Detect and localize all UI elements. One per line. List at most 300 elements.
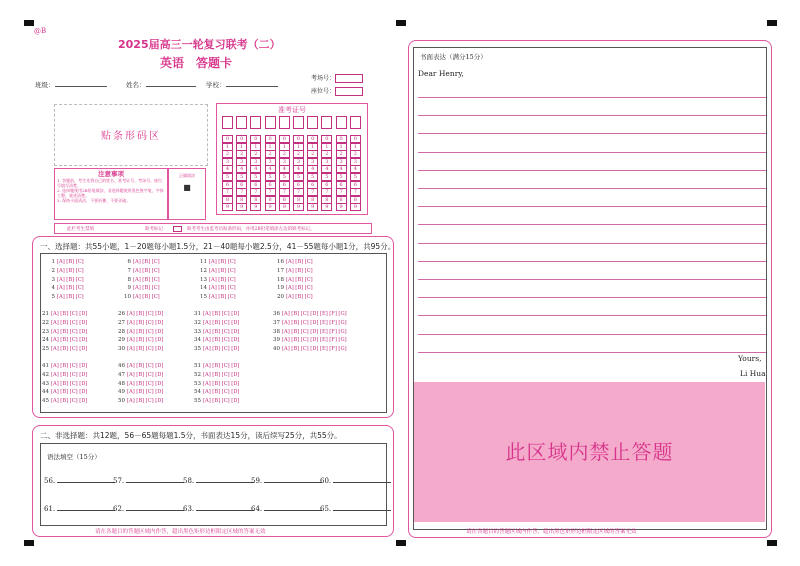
ticket-digit-bubble[interactable]: 6 bbox=[321, 181, 332, 189]
choice-bubble[interactable]: [D] bbox=[231, 398, 240, 405]
choice-bubble[interactable]: [B] bbox=[291, 337, 300, 344]
ticket-digit-bubble[interactable]: 3 bbox=[307, 158, 318, 166]
choice-bubble[interactable]: [C] bbox=[221, 371, 230, 378]
ticket-digit-bubble[interactable]: 1 bbox=[336, 143, 347, 151]
ticket-digit-bubble[interactable]: 5 bbox=[350, 173, 361, 181]
choice-bubble[interactable]: [G] bbox=[338, 328, 347, 335]
ticket-digit-bubble[interactable]: 7 bbox=[250, 188, 261, 196]
choice-bubble[interactable]: [B] bbox=[212, 337, 221, 344]
ticket-digit-box[interactable] bbox=[307, 116, 318, 129]
choice-bubble[interactable]: [B] bbox=[212, 328, 221, 335]
ticket-digit-bubble[interactable]: 0 bbox=[222, 135, 233, 143]
choice-bubble[interactable]: [B] bbox=[136, 380, 145, 387]
choice-bubble[interactable]: [A] bbox=[51, 311, 59, 317]
choice-bubble[interactable]: [A] bbox=[282, 346, 290, 353]
choice-bubble[interactable]: [D] bbox=[79, 363, 88, 369]
ticket-digit-bubble[interactable]: 9 bbox=[350, 203, 361, 211]
choice-bubble[interactable]: [C] bbox=[221, 380, 230, 387]
choice-bubble[interactable]: [C] bbox=[221, 319, 230, 326]
choice-bubble[interactable]: [C] bbox=[75, 294, 84, 301]
choice-bubble[interactable]: [D] bbox=[79, 311, 88, 317]
ticket-digit-bubble[interactable]: 7 bbox=[321, 188, 332, 196]
school-field[interactable]: 学校： bbox=[206, 80, 278, 89]
choice-bubble[interactable]: [C] bbox=[75, 276, 84, 283]
choice-bubble[interactable]: [C] bbox=[69, 346, 78, 353]
choice-bubble[interactable]: [A] bbox=[203, 328, 211, 335]
choice-bubble[interactable]: [B] bbox=[60, 398, 69, 405]
ticket-digit-box[interactable] bbox=[279, 116, 290, 129]
choice-bubble[interactable]: [A] bbox=[133, 267, 141, 274]
choice-bubble[interactable]: [C] bbox=[145, 328, 154, 335]
choice-bubble[interactable]: [A] bbox=[282, 311, 290, 317]
choice-bubble[interactable]: [D] bbox=[310, 346, 319, 353]
choice-bubble[interactable]: [B] bbox=[66, 285, 75, 292]
room-field[interactable]: 考场号： bbox=[311, 73, 363, 83]
ticket-digit-bubble[interactable]: 2 bbox=[307, 150, 318, 158]
choice-bubble[interactable]: [A] bbox=[51, 398, 59, 405]
choice-bubble[interactable]: [C] bbox=[145, 337, 154, 344]
choice-bubble[interactable]: [B] bbox=[212, 311, 221, 317]
choice-bubble[interactable]: [B] bbox=[291, 328, 300, 335]
choice-bubble[interactable]: [B] bbox=[291, 311, 300, 317]
choice-bubble[interactable]: [A] bbox=[57, 259, 65, 265]
choice-bubble[interactable]: [A] bbox=[286, 294, 294, 301]
choice-bubble[interactable]: [D] bbox=[79, 319, 88, 326]
blank-line[interactable] bbox=[196, 476, 254, 483]
choice-bubble[interactable]: [B] bbox=[136, 398, 145, 405]
ticket-digit-box[interactable] bbox=[321, 116, 332, 129]
choice-bubble[interactable]: [E] bbox=[319, 319, 328, 326]
choice-bubble[interactable]: [A] bbox=[127, 328, 135, 335]
blank-line[interactable] bbox=[57, 504, 115, 511]
ticket-digit-bubble[interactable]: 5 bbox=[222, 173, 233, 181]
ticket-digit-bubble[interactable]: 9 bbox=[321, 203, 332, 211]
ticket-digit-bubble[interactable]: 2 bbox=[279, 150, 290, 158]
ticket-digit-bubble[interactable]: 6 bbox=[279, 181, 290, 189]
choice-bubble[interactable]: [A] bbox=[203, 363, 211, 369]
choice-bubble[interactable]: [D] bbox=[155, 380, 164, 387]
ticket-digit-bubble[interactable]: 6 bbox=[250, 181, 261, 189]
ticket-digit-bubble[interactable]: 7 bbox=[265, 188, 276, 196]
choice-bubble[interactable]: [C] bbox=[300, 328, 309, 335]
choice-bubble[interactable]: [D] bbox=[155, 311, 164, 317]
ticket-digit-bubble[interactable]: 3 bbox=[265, 158, 276, 166]
choice-bubble[interactable]: [D] bbox=[79, 398, 88, 405]
choice-bubble[interactable]: [F] bbox=[329, 337, 337, 344]
name-field[interactable]: 姓名： bbox=[126, 80, 196, 89]
choice-bubble[interactable]: [C] bbox=[227, 276, 236, 283]
choice-bubble[interactable]: [C] bbox=[145, 389, 154, 396]
ticket-digit-bubble[interactable]: 3 bbox=[321, 158, 332, 166]
choice-bubble[interactable]: [B] bbox=[295, 267, 304, 274]
ticket-digit-bubble[interactable]: 3 bbox=[350, 158, 361, 166]
choice-bubble[interactable]: [A] bbox=[51, 380, 59, 387]
choice-bubble[interactable]: [D] bbox=[79, 371, 88, 378]
choice-bubble[interactable]: [B] bbox=[60, 346, 69, 353]
choice-bubble[interactable]: [A] bbox=[127, 337, 135, 344]
ticket-digit-bubble[interactable]: 4 bbox=[293, 165, 304, 173]
choice-bubble[interactable]: [A] bbox=[203, 371, 211, 378]
choice-bubble[interactable]: [B] bbox=[295, 294, 304, 301]
choice-bubble[interactable]: [A] bbox=[282, 328, 290, 335]
choice-bubble[interactable]: [A] bbox=[133, 294, 141, 301]
choice-bubble[interactable]: [A] bbox=[209, 294, 217, 301]
choice-bubble[interactable]: [E] bbox=[319, 328, 328, 335]
choice-bubble[interactable]: [A] bbox=[51, 328, 59, 335]
choice-bubble[interactable]: [D] bbox=[310, 328, 319, 335]
choice-bubble[interactable]: [D] bbox=[310, 311, 319, 317]
choice-bubble[interactable]: [B] bbox=[136, 328, 145, 335]
choice-bubble[interactable]: [C] bbox=[300, 311, 309, 317]
choice-bubble[interactable]: [A] bbox=[127, 346, 135, 353]
choice-bubble[interactable]: [D] bbox=[231, 311, 240, 317]
choice-bubble[interactable]: [A] bbox=[203, 337, 211, 344]
choice-bubble[interactable]: [B] bbox=[136, 346, 145, 353]
grammar-blank[interactable] bbox=[183, 476, 254, 485]
choice-bubble[interactable]: [C] bbox=[69, 389, 78, 396]
choice-bubble[interactable]: [A] bbox=[127, 380, 135, 387]
ticket-digit-bubble[interactable]: 1 bbox=[293, 143, 304, 151]
ticket-digit-bubble[interactable]: 7 bbox=[336, 188, 347, 196]
ticket-digit-bubble[interactable]: 0 bbox=[336, 135, 347, 143]
grammar-blank[interactable] bbox=[113, 504, 184, 513]
choice-bubble[interactable]: [A] bbox=[282, 319, 290, 326]
choice-bubble[interactable]: [C] bbox=[151, 276, 160, 283]
choice-bubble[interactable]: [G] bbox=[338, 337, 347, 344]
ticket-digit-box[interactable] bbox=[350, 116, 361, 129]
ticket-digit-bubble[interactable]: 9 bbox=[336, 203, 347, 211]
choice-bubble[interactable]: [D] bbox=[155, 337, 164, 344]
ticket-digit-bubble[interactable]: 5 bbox=[265, 173, 276, 181]
choice-bubble[interactable]: [A] bbox=[51, 371, 59, 378]
choice-bubble[interactable]: [C] bbox=[221, 337, 230, 344]
choice-bubble[interactable]: [D] bbox=[155, 371, 164, 378]
choice-bubble[interactable]: [B] bbox=[212, 380, 221, 387]
ticket-digit-bubble[interactable]: 5 bbox=[279, 173, 290, 181]
choice-bubble[interactable]: [A] bbox=[133, 285, 141, 292]
choice-bubble[interactable]: [B] bbox=[212, 398, 221, 405]
choice-bubble[interactable]: [G] bbox=[338, 311, 347, 317]
choice-bubble[interactable]: [C] bbox=[300, 337, 309, 344]
choice-bubble[interactable]: [B] bbox=[218, 276, 227, 283]
ticket-digit-bubble[interactable]: 9 bbox=[293, 203, 304, 211]
choice-bubble[interactable]: [B] bbox=[60, 337, 69, 344]
ticket-digit-bubble[interactable]: 2 bbox=[222, 150, 233, 158]
choice-bubble[interactable]: [C] bbox=[304, 276, 313, 283]
blank-line[interactable] bbox=[264, 504, 322, 511]
choice-bubble[interactable]: [B] bbox=[291, 346, 300, 353]
choice-bubble[interactable]: [C] bbox=[145, 311, 154, 317]
choice-bubble[interactable]: [C] bbox=[304, 259, 313, 265]
ticket-digit-bubble[interactable]: 1 bbox=[236, 143, 247, 151]
choice-bubble[interactable]: [C] bbox=[75, 285, 84, 292]
ticket-digit-bubble[interactable]: 4 bbox=[222, 165, 233, 173]
choice-bubble[interactable]: [E] bbox=[319, 346, 328, 353]
choice-bubble[interactable]: [C] bbox=[304, 294, 313, 301]
choice-bubble[interactable]: [B] bbox=[142, 294, 151, 301]
choice-bubble[interactable]: [A] bbox=[51, 346, 59, 353]
grammar-blank[interactable] bbox=[251, 476, 322, 485]
ticket-digit-bubble[interactable]: 2 bbox=[265, 150, 276, 158]
ticket-digit-bubble[interactable]: 9 bbox=[307, 203, 318, 211]
choice-bubble[interactable]: [C] bbox=[300, 346, 309, 353]
choice-bubble[interactable]: [C] bbox=[300, 319, 309, 326]
grammar-blank[interactable] bbox=[113, 476, 184, 485]
ticket-digit-bubble[interactable]: 5 bbox=[293, 173, 304, 181]
choice-bubble[interactable]: [C] bbox=[69, 398, 78, 405]
ticket-digit-bubble[interactable]: 6 bbox=[336, 181, 347, 189]
choice-bubble[interactable]: [A] bbox=[57, 294, 65, 301]
choice-bubble[interactable]: [C] bbox=[69, 363, 78, 369]
choice-bubble[interactable]: [A] bbox=[203, 311, 211, 317]
ticket-digit-bubble[interactable]: 4 bbox=[250, 165, 261, 173]
choice-bubble[interactable]: [A] bbox=[51, 319, 59, 326]
ticket-digit-bubble[interactable]: 6 bbox=[236, 181, 247, 189]
choice-bubble[interactable]: [B] bbox=[60, 363, 69, 369]
class-field[interactable]: 班级： bbox=[35, 80, 107, 89]
ticket-digit-bubble[interactable]: 3 bbox=[250, 158, 261, 166]
choice-bubble[interactable]: [D] bbox=[155, 398, 164, 405]
ticket-digit-bubble[interactable]: 6 bbox=[222, 181, 233, 189]
ticket-digit-bubble[interactable]: 2 bbox=[350, 150, 361, 158]
grammar-blank[interactable] bbox=[320, 476, 391, 485]
choice-bubble[interactable]: [C] bbox=[151, 294, 160, 301]
choice-bubble[interactable]: [G] bbox=[338, 346, 347, 353]
ticket-digit-bubble[interactable]: 6 bbox=[350, 181, 361, 189]
choice-bubble[interactable]: [C] bbox=[69, 319, 78, 326]
choice-bubble[interactable]: [A] bbox=[286, 285, 294, 292]
choice-bubble[interactable]: [D] bbox=[155, 346, 164, 353]
choice-bubble[interactable]: [D] bbox=[231, 337, 240, 344]
choice-bubble[interactable]: [C] bbox=[145, 346, 154, 353]
choice-bubble[interactable]: [B] bbox=[66, 259, 75, 265]
choice-bubble[interactable]: [C] bbox=[69, 337, 78, 344]
choice-bubble[interactable]: [C] bbox=[151, 285, 160, 292]
ticket-digit-bubble[interactable]: 7 bbox=[222, 188, 233, 196]
ticket-digit-bubble[interactable]: 7 bbox=[279, 188, 290, 196]
ticket-digit-bubble[interactable]: 8 bbox=[336, 196, 347, 204]
choice-bubble[interactable]: [F] bbox=[329, 328, 337, 335]
choice-bubble[interactable]: [B] bbox=[218, 285, 227, 292]
choice-bubble[interactable]: [D] bbox=[310, 337, 319, 344]
choice-bubble[interactable]: [C] bbox=[221, 398, 230, 405]
ticket-digit-bubble[interactable]: 0 bbox=[350, 135, 361, 143]
ticket-digit-box[interactable] bbox=[222, 116, 233, 129]
ticket-digit-bubble[interactable]: 1 bbox=[279, 143, 290, 151]
choice-bubble[interactable]: [D] bbox=[231, 371, 240, 378]
choice-bubble[interactable]: [A] bbox=[209, 276, 217, 283]
choice-bubble[interactable]: [A] bbox=[286, 259, 294, 265]
choice-bubble[interactable]: [B] bbox=[60, 319, 69, 326]
ticket-digit-bubble[interactable]: 0 bbox=[265, 135, 276, 143]
choice-bubble[interactable]: [D] bbox=[79, 380, 88, 387]
choice-bubble[interactable]: [B] bbox=[295, 259, 304, 265]
ticket-digit-bubble[interactable]: 8 bbox=[265, 196, 276, 204]
ticket-digit-box[interactable] bbox=[250, 116, 261, 129]
choice-bubble[interactable]: [D] bbox=[79, 328, 88, 335]
grammar-blank[interactable] bbox=[320, 504, 391, 513]
ticket-digit-bubble[interactable]: 4 bbox=[350, 165, 361, 173]
choice-bubble[interactable]: [B] bbox=[295, 285, 304, 292]
choice-bubble[interactable]: [D] bbox=[231, 380, 240, 387]
choice-bubble[interactable]: [B] bbox=[218, 294, 227, 301]
choice-bubble[interactable]: [A] bbox=[203, 389, 211, 396]
choice-bubble[interactable]: [A] bbox=[57, 267, 65, 274]
choice-bubble[interactable]: [A] bbox=[282, 337, 290, 344]
choice-bubble[interactable]: [D] bbox=[310, 319, 319, 326]
choice-bubble[interactable]: [A] bbox=[51, 363, 59, 369]
choice-bubble[interactable]: [C] bbox=[304, 267, 313, 274]
ticket-digit-bubble[interactable]: 7 bbox=[236, 188, 247, 196]
choice-bubble[interactable]: [A] bbox=[203, 380, 211, 387]
ticket-digit-bubble[interactable]: 9 bbox=[236, 203, 247, 211]
ticket-digit-bubble[interactable]: 1 bbox=[265, 143, 276, 151]
choice-bubble[interactable]: [B] bbox=[136, 371, 145, 378]
choice-bubble[interactable]: [C] bbox=[145, 398, 154, 405]
choice-bubble[interactable]: [D] bbox=[155, 389, 164, 396]
ticket-digit-bubble[interactable]: 4 bbox=[236, 165, 247, 173]
choice-bubble[interactable]: [B] bbox=[142, 259, 151, 265]
choice-bubble[interactable]: [C] bbox=[221, 389, 230, 396]
choice-bubble[interactable]: [C] bbox=[304, 285, 313, 292]
choice-bubble[interactable]: [C] bbox=[221, 346, 230, 353]
ticket-digit-bubble[interactable]: 3 bbox=[279, 158, 290, 166]
choice-bubble[interactable]: [B] bbox=[212, 389, 221, 396]
ticket-digit-bubble[interactable]: 4 bbox=[307, 165, 318, 173]
choice-bubble[interactable]: [B] bbox=[142, 276, 151, 283]
choice-bubble[interactable]: [C] bbox=[69, 371, 78, 378]
choice-bubble[interactable]: [C] bbox=[145, 319, 154, 326]
choice-bubble[interactable]: [A] bbox=[133, 276, 141, 283]
choice-bubble[interactable]: [C] bbox=[221, 328, 230, 335]
choice-bubble[interactable]: [A] bbox=[127, 398, 135, 405]
choice-bubble[interactable]: [D] bbox=[155, 328, 164, 335]
choice-bubble[interactable]: [B] bbox=[60, 389, 69, 396]
choice-bubble[interactable]: [B] bbox=[218, 267, 227, 274]
ticket-digit-bubble[interactable]: 5 bbox=[336, 173, 347, 181]
ticket-digit-bubble[interactable]: 2 bbox=[293, 150, 304, 158]
choice-bubble[interactable]: [B] bbox=[60, 328, 69, 335]
ticket-digit-bubble[interactable]: 8 bbox=[350, 196, 361, 204]
ticket-digit-bubble[interactable]: 2 bbox=[321, 150, 332, 158]
choice-bubble[interactable]: [C] bbox=[75, 267, 84, 274]
ticket-digit-bubble[interactable]: 9 bbox=[279, 203, 290, 211]
ticket-digit-bubble[interactable]: 5 bbox=[307, 173, 318, 181]
ticket-digit-bubble[interactable]: 5 bbox=[236, 173, 247, 181]
ticket-digit-bubble[interactable]: 0 bbox=[307, 135, 318, 143]
ticket-digit-bubble[interactable]: 2 bbox=[250, 150, 261, 158]
ticket-digit-bubble[interactable]: 4 bbox=[336, 165, 347, 173]
ticket-digit-bubble[interactable]: 1 bbox=[250, 143, 261, 151]
ticket-digit-bubble[interactable]: 8 bbox=[279, 196, 290, 204]
ticket-digit-bubble[interactable]: 8 bbox=[222, 196, 233, 204]
choice-bubble[interactable]: [A] bbox=[57, 285, 65, 292]
choice-bubble[interactable]: [D] bbox=[231, 389, 240, 396]
grammar-blank[interactable] bbox=[183, 504, 254, 513]
choice-bubble[interactable]: [D] bbox=[79, 346, 88, 353]
blank-line[interactable] bbox=[264, 476, 322, 483]
choice-bubble[interactable]: [B] bbox=[60, 371, 69, 378]
ticket-digit-bubble[interactable]: 1 bbox=[222, 143, 233, 151]
choice-bubble[interactable]: [B] bbox=[136, 363, 145, 369]
choice-bubble[interactable]: [A] bbox=[209, 267, 217, 274]
choice-bubble[interactable]: [B] bbox=[212, 319, 221, 326]
choice-bubble[interactable]: [B] bbox=[142, 285, 151, 292]
ticket-digit-bubble[interactable]: 1 bbox=[307, 143, 318, 151]
choice-bubble[interactable]: [B] bbox=[218, 259, 227, 265]
choice-bubble[interactable]: [A] bbox=[286, 276, 294, 283]
choice-bubble[interactable]: [A] bbox=[127, 319, 135, 326]
choice-bubble[interactable]: [B] bbox=[60, 311, 69, 317]
choice-bubble[interactable]: [B] bbox=[142, 267, 151, 274]
ticket-digit-bubble[interactable]: 5 bbox=[250, 173, 261, 181]
absent-checkbox[interactable] bbox=[173, 226, 182, 232]
choice-bubble[interactable]: [A] bbox=[133, 259, 141, 265]
grammar-blank[interactable] bbox=[44, 504, 115, 513]
ticket-digit-bubble[interactable]: 1 bbox=[350, 143, 361, 151]
choice-bubble[interactable]: [A] bbox=[209, 259, 217, 265]
ticket-digit-bubble[interactable]: 2 bbox=[236, 150, 247, 158]
ticket-digit-bubble[interactable]: 0 bbox=[250, 135, 261, 143]
choice-bubble[interactable]: [C] bbox=[69, 380, 78, 387]
ticket-digit-bubble[interactable]: 7 bbox=[350, 188, 361, 196]
choice-bubble[interactable]: [E] bbox=[319, 337, 328, 344]
blank-line[interactable] bbox=[333, 476, 391, 483]
ticket-digit-bubble[interactable]: 0 bbox=[236, 135, 247, 143]
choice-bubble[interactable]: [C] bbox=[145, 380, 154, 387]
ticket-digit-bubble[interactable]: 6 bbox=[265, 181, 276, 189]
choice-bubble[interactable]: [C] bbox=[227, 267, 236, 274]
choice-bubble[interactable]: [D] bbox=[231, 363, 240, 369]
blank-line[interactable] bbox=[196, 504, 254, 511]
choice-bubble[interactable]: [G] bbox=[338, 319, 347, 326]
choice-bubble[interactable]: [D] bbox=[231, 346, 240, 353]
choice-bubble[interactable]: [B] bbox=[66, 276, 75, 283]
ticket-digit-bubble[interactable]: 3 bbox=[293, 158, 304, 166]
choice-bubble[interactable]: [A] bbox=[286, 267, 294, 274]
choice-bubble[interactable]: [B] bbox=[136, 389, 145, 396]
choice-bubble[interactable]: [B] bbox=[212, 371, 221, 378]
ticket-digit-bubble[interactable]: 8 bbox=[307, 196, 318, 204]
choice-bubble[interactable]: [D] bbox=[155, 319, 164, 326]
blank-line[interactable] bbox=[57, 476, 115, 483]
choice-bubble[interactable]: [B] bbox=[136, 311, 145, 317]
choice-bubble[interactable]: [B] bbox=[66, 267, 75, 274]
choice-bubble[interactable]: [C] bbox=[151, 259, 160, 265]
grammar-blank[interactable] bbox=[251, 504, 322, 513]
choice-bubble[interactable]: [A] bbox=[127, 363, 135, 369]
choice-bubble[interactable]: [F] bbox=[329, 319, 337, 326]
ticket-digit-box[interactable] bbox=[293, 116, 304, 129]
ticket-digit-bubble[interactable]: 4 bbox=[279, 165, 290, 173]
grammar-blank[interactable] bbox=[44, 476, 115, 485]
choice-bubble[interactable]: [A] bbox=[203, 398, 211, 405]
choice-bubble[interactable]: [C] bbox=[145, 371, 154, 378]
ticket-digit-bubble[interactable]: 8 bbox=[236, 196, 247, 204]
ticket-digit-bubble[interactable]: 4 bbox=[265, 165, 276, 173]
ticket-digit-bubble[interactable]: 0 bbox=[321, 135, 332, 143]
choice-bubble[interactable]: [C] bbox=[69, 328, 78, 335]
ticket-digit-bubble[interactable]: 9 bbox=[250, 203, 261, 211]
choice-bubble[interactable]: [B] bbox=[136, 319, 145, 326]
ticket-digit-bubble[interactable]: 6 bbox=[293, 181, 304, 189]
choice-bubble[interactable]: [D] bbox=[79, 389, 88, 396]
ticket-digit-bubble[interactable]: 0 bbox=[279, 135, 290, 143]
blank-line[interactable] bbox=[333, 504, 391, 511]
choice-bubble[interactable]: [B] bbox=[60, 380, 69, 387]
choice-bubble[interactable]: [D] bbox=[231, 328, 240, 335]
ticket-digit-bubble[interactable]: 3 bbox=[236, 158, 247, 166]
